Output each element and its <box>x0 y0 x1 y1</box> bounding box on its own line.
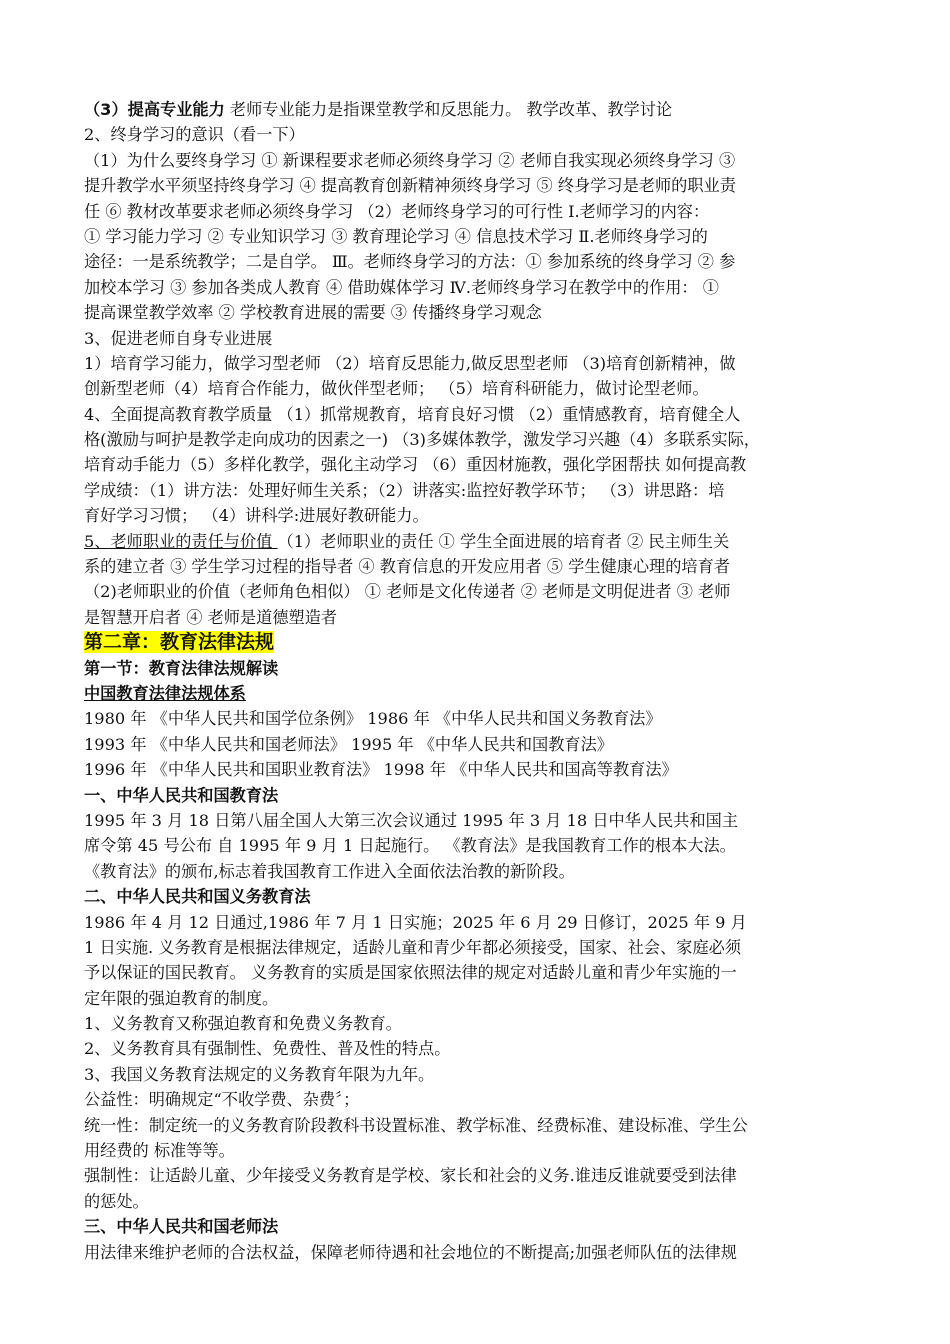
text-line: 强制性：让适龄儿童、少年接受义务教育是学校、家长和社会的义务.谁违反谁就要受到法律 <box>84 1166 737 1186</box>
text-line: 1、义务教育又称强迫教育和免费义务教育。 <box>84 1014 402 1034</box>
text-line: 1995 年 3 月 18 日第八届全国人大第三次会议通过 1995 年 3 月 18 日中华人民共和国主 <box>84 810 739 830</box>
text-line: （1）为什么要终身学习 ① 新课程要求老师必须终身学习 ② 老师自我实现必须终身学习 ③ <box>84 150 736 170</box>
text-line: 予以保证的国民教育。 义务教育的实质是国家依照法律的规定对适龄儿童和青少年实施的一 <box>84 963 737 983</box>
text-line: 系的建立者 ③ 学生学习过程的指导者 ④ 教育信息的开发应用者 ⑤ 学生健康心理的培育者 <box>84 557 730 577</box>
text-line: 公益性：明确规定“不收学费、杂费〞； <box>84 1090 360 1110</box>
text: （1）老师职业的责任 ① 学生全面进展的培育者 ② 民主师生关 <box>277 531 730 551</box>
text-line: 1986 年 4 月 12 日通过,1986 年 7 月 1 日实施；2025 年 6 月 29 日修订，2025 年 9 月 <box>84 912 747 932</box>
system-heading <box>84 681 884 706</box>
text-line: 加校本学习 ③ 参加各类成人教育 ④ 借助媒体学习 Ⅳ.老师终身学习在教学中的作用： ① <box>84 277 719 297</box>
chapter-heading <box>84 630 884 655</box>
text: 老师专业能力是指课堂教学和反思能力。 教学改革、教学讨论 <box>224 100 673 119</box>
text-line: 1）培育学习能力，做学习型老师 （2）培育反思能力,做反思型老师 （3)培育创新精神，做 <box>84 353 736 373</box>
law-line: 1993 年 《中华人民共和国老师法》 1995 年 《中华人民共和国教育法》 <box>84 734 613 754</box>
underlined-heading: 5、老师职业的责任与价值 <box>84 531 278 551</box>
text-line: 定年限的强迫教育的制度。 <box>84 988 279 1008</box>
document-page <box>84 97 884 1265</box>
text-line: 提高课堂教学效率 ② 学校教育进展的需要 ③ 传播终身学习观念 <box>84 303 542 323</box>
text-line: 统一性：制定统一的义务教育阶段教科书设置标准、教学标准、经费标准、建设标准、学生公 <box>84 1115 748 1135</box>
text-line: 《教育法》的颁布,标志着我国教育工作进入全面依法治教的新阶段。 <box>84 861 575 881</box>
text-line: 提升教学水平须坚持终身学习 ④ 提高教育创新精神须终身学习 ⑤ 终身学习是老师的职业责 <box>84 176 736 196</box>
text-line: 培育动手能力（5）多样化教学，强化主动学习 （6）重因材施教，强化学困帮扶 如何提高教 <box>84 455 747 475</box>
system-title: 中国教育法律法规体系 <box>84 683 246 703</box>
text-line: 途径：一是系统教学；二是自学。 Ⅲ。老师终身学习的方法：① 参加系统的终身学习 ② 参 <box>84 252 736 272</box>
text-line: 用法律来维护老师的合法权益，保障老师待遇和社会地位的不断提高;加强老师队伍的法律规 <box>84 1242 737 1262</box>
paragraph-responsibility <box>84 529 884 554</box>
text-line: 3、我国义务教育法规定的义务教育年限为九年。 <box>84 1064 435 1084</box>
text-line: 是智慧开启者 ④ 老师是道德塑造者 <box>84 607 338 627</box>
text-line: 学成绩：（1）讲方法：处理好师生关系；（2）讲落实:监控好教学环节； （3）讲思路：培 <box>84 480 725 500</box>
text-line: 席令第 45 号公布 自 1995 年 9 月 1 日起施行。 《教育法》是我国教育工作的根本大法。 <box>84 836 736 856</box>
text-line: 格(激励与呵护是教学走向成功的因素之一) （3)多媒体教学，激发学习兴趣（4）多联系实际， <box>84 430 760 450</box>
text-line: （2)老师职业的价值（老师角色相似） ① 老师是文化传递者 ② 老师是文明促进者 ③ 老师 <box>84 582 731 602</box>
heading-teacher-law: 三、中华人民共和国老师法 <box>84 1217 279 1237</box>
law-line: 1980 年 《中华人民共和国学位条例》 1986 年 《中华人民共和国义务教育法》 <box>84 709 662 729</box>
section-title: 第一节：教育法律法规解读 <box>84 658 279 678</box>
text-line: 2、终身学习的意识（看一下） <box>84 125 305 145</box>
chapter-title: 第二章：教育法律法规 <box>84 631 275 654</box>
text-line: 任 ⑥ 教材改革要求老师必须终身学习 （2）老师终身学习的可行性 Ⅰ.老师学习的内容： <box>84 201 710 221</box>
text-line: 创新型老师（4）培育合作能力，做伙伴型老师； （5）培育科研能力，做讨论型老师。 <box>84 379 709 399</box>
text-line: 1 日实施. 义务教育是根据法律规定，适龄儿童和青少年都必须接受，国家、社会、家庭必须 <box>84 937 742 957</box>
heading-compulsory-education-law: 二、中华人民共和国义务教育法 <box>84 887 311 907</box>
bold-lead: （3）提高专业能力 <box>84 100 225 119</box>
text-line: 育好学习习惯； （4）讲科学:进展好教研能力。 <box>84 506 429 526</box>
law-line: 1996 年 《中华人民共和国职业教育法》 1998 年 《中华人民共和国高等教育法》 <box>84 760 678 780</box>
text-line: 用经费的 标准等等。 <box>84 1141 235 1161</box>
heading-education-law: 一、中华人民共和国教育法 <box>84 785 279 805</box>
text-line: 4、全面提高教育教学质量 （1）抓常规教育，培育良好习惯 （2）重情感教育，培育健全人 <box>84 404 741 424</box>
lifelong-learning-block <box>84 122 884 528</box>
paragraph-professional-ability <box>84 97 884 122</box>
text-line: 的惩处。 <box>84 1191 149 1211</box>
text-line: 3、促进老师自身专业进展 <box>84 328 273 348</box>
text-line: 2、义务教育具有强制性、免费性、普及性的特点。 <box>84 1039 451 1059</box>
text-line: ① 学习能力学习 ② 专业知识学习 ③ 教育理论学习 ④ 信息技术学习 Ⅱ.老师终身学习的 <box>84 226 708 246</box>
